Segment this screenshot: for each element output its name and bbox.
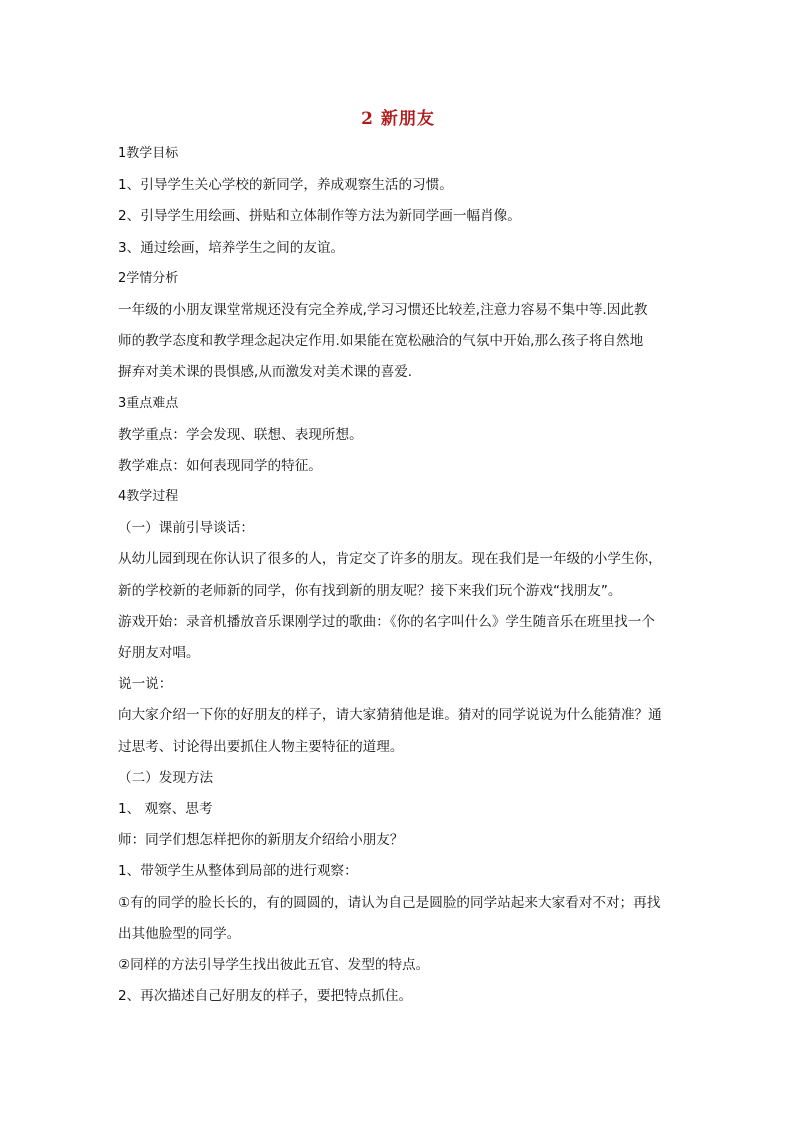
- paragraph-line: 一年级的小朋友课堂常规还没有完全养成,学习习惯还比较差,注意力容易不集中等.因此教: [118, 301, 648, 318]
- paragraph-line: 师：同学们想怎样把你的新朋友介绍给小朋友？: [118, 832, 404, 849]
- section-heading-objectives: 1教学目标: [118, 146, 179, 161]
- section-heading-process: 4教学过程: [118, 489, 179, 505]
- section-heading-analysis: 2学情分析: [118, 270, 179, 286]
- section-heading-key-points: 3重点难点: [118, 395, 179, 411]
- paragraph-line: 新的学校新的老师新的同学，你有找到新的朋友呢？接下来我们玩个游戏“找朋友”。: [118, 582, 622, 599]
- paragraph-line: 1、引导学生关心学校的新同学，养成观察生活的习惯。: [118, 177, 453, 194]
- document-title: 2 新朋友: [361, 109, 435, 129]
- document-body: [118, 143, 678, 1016]
- paragraph-line: 2、引导学生用绘画、拼贴和立体制作等方法为新同学画一幅肖像。: [118, 208, 521, 225]
- paragraph-line: 教学难点：如何表现同学的特征。: [118, 457, 322, 474]
- paragraph-line: 从幼儿园到现在你认识了很多的人，肯定交了许多的朋友。现在我们是一年级的小学生你，: [118, 551, 662, 568]
- paragraph-line: 游戏开始：录音机播放音乐课刚学过的歌曲：《你的名字叫什么》学生随音乐在班里找一个: [118, 613, 655, 630]
- subsection-heading: （一）课前引导谈话：: [118, 520, 254, 537]
- paragraph-line: 过思考、讨论得出要抓住人物主要特征的道理。: [118, 738, 404, 755]
- paragraph-line: 师的教学态度和教学理念起决定作用.如果能在宽松融洽的气氛中开始,那么孩子将自然地: [118, 333, 644, 350]
- paragraph-line: 说一说：: [118, 676, 173, 693]
- paragraph-line: 摒弃对美术课的畏惧感,从而激发对美术课的喜爱.: [118, 364, 413, 381]
- paragraph-line: 3、通过绘画，培养学生之间的友谊。: [118, 239, 345, 256]
- paragraph-line: 1、带领学生从整体到局部的进行观察：: [118, 863, 358, 880]
- paragraph-line: 好朋友对唱。: [118, 645, 200, 661]
- paragraph-line: 1、 观察、思考: [118, 800, 213, 817]
- paragraph-line: ②同样的方法引导学生找出彼此五官、发型的特点。: [118, 956, 430, 973]
- paragraph-line: 出其他脸型的同学。: [118, 925, 241, 942]
- paragraph-line: 教学重点：学会发现、联想、表现所想。: [118, 426, 363, 443]
- subsection-heading: （二）发现方法: [118, 769, 214, 786]
- paragraph-line: 2、再次描述自己好朋友的样子，要把特点抓住。: [118, 988, 413, 1005]
- paragraph-line: ①有的同学的脸长长的，有的圆圆的，请认为自己是圆脸的同学站起来大家看对不对；再找: [118, 894, 661, 911]
- paragraph-line: 向大家介绍一下你的好朋友的样子，请大家猜猜他是谁。猜对的同学说说为什么能猜准？通: [118, 707, 662, 724]
